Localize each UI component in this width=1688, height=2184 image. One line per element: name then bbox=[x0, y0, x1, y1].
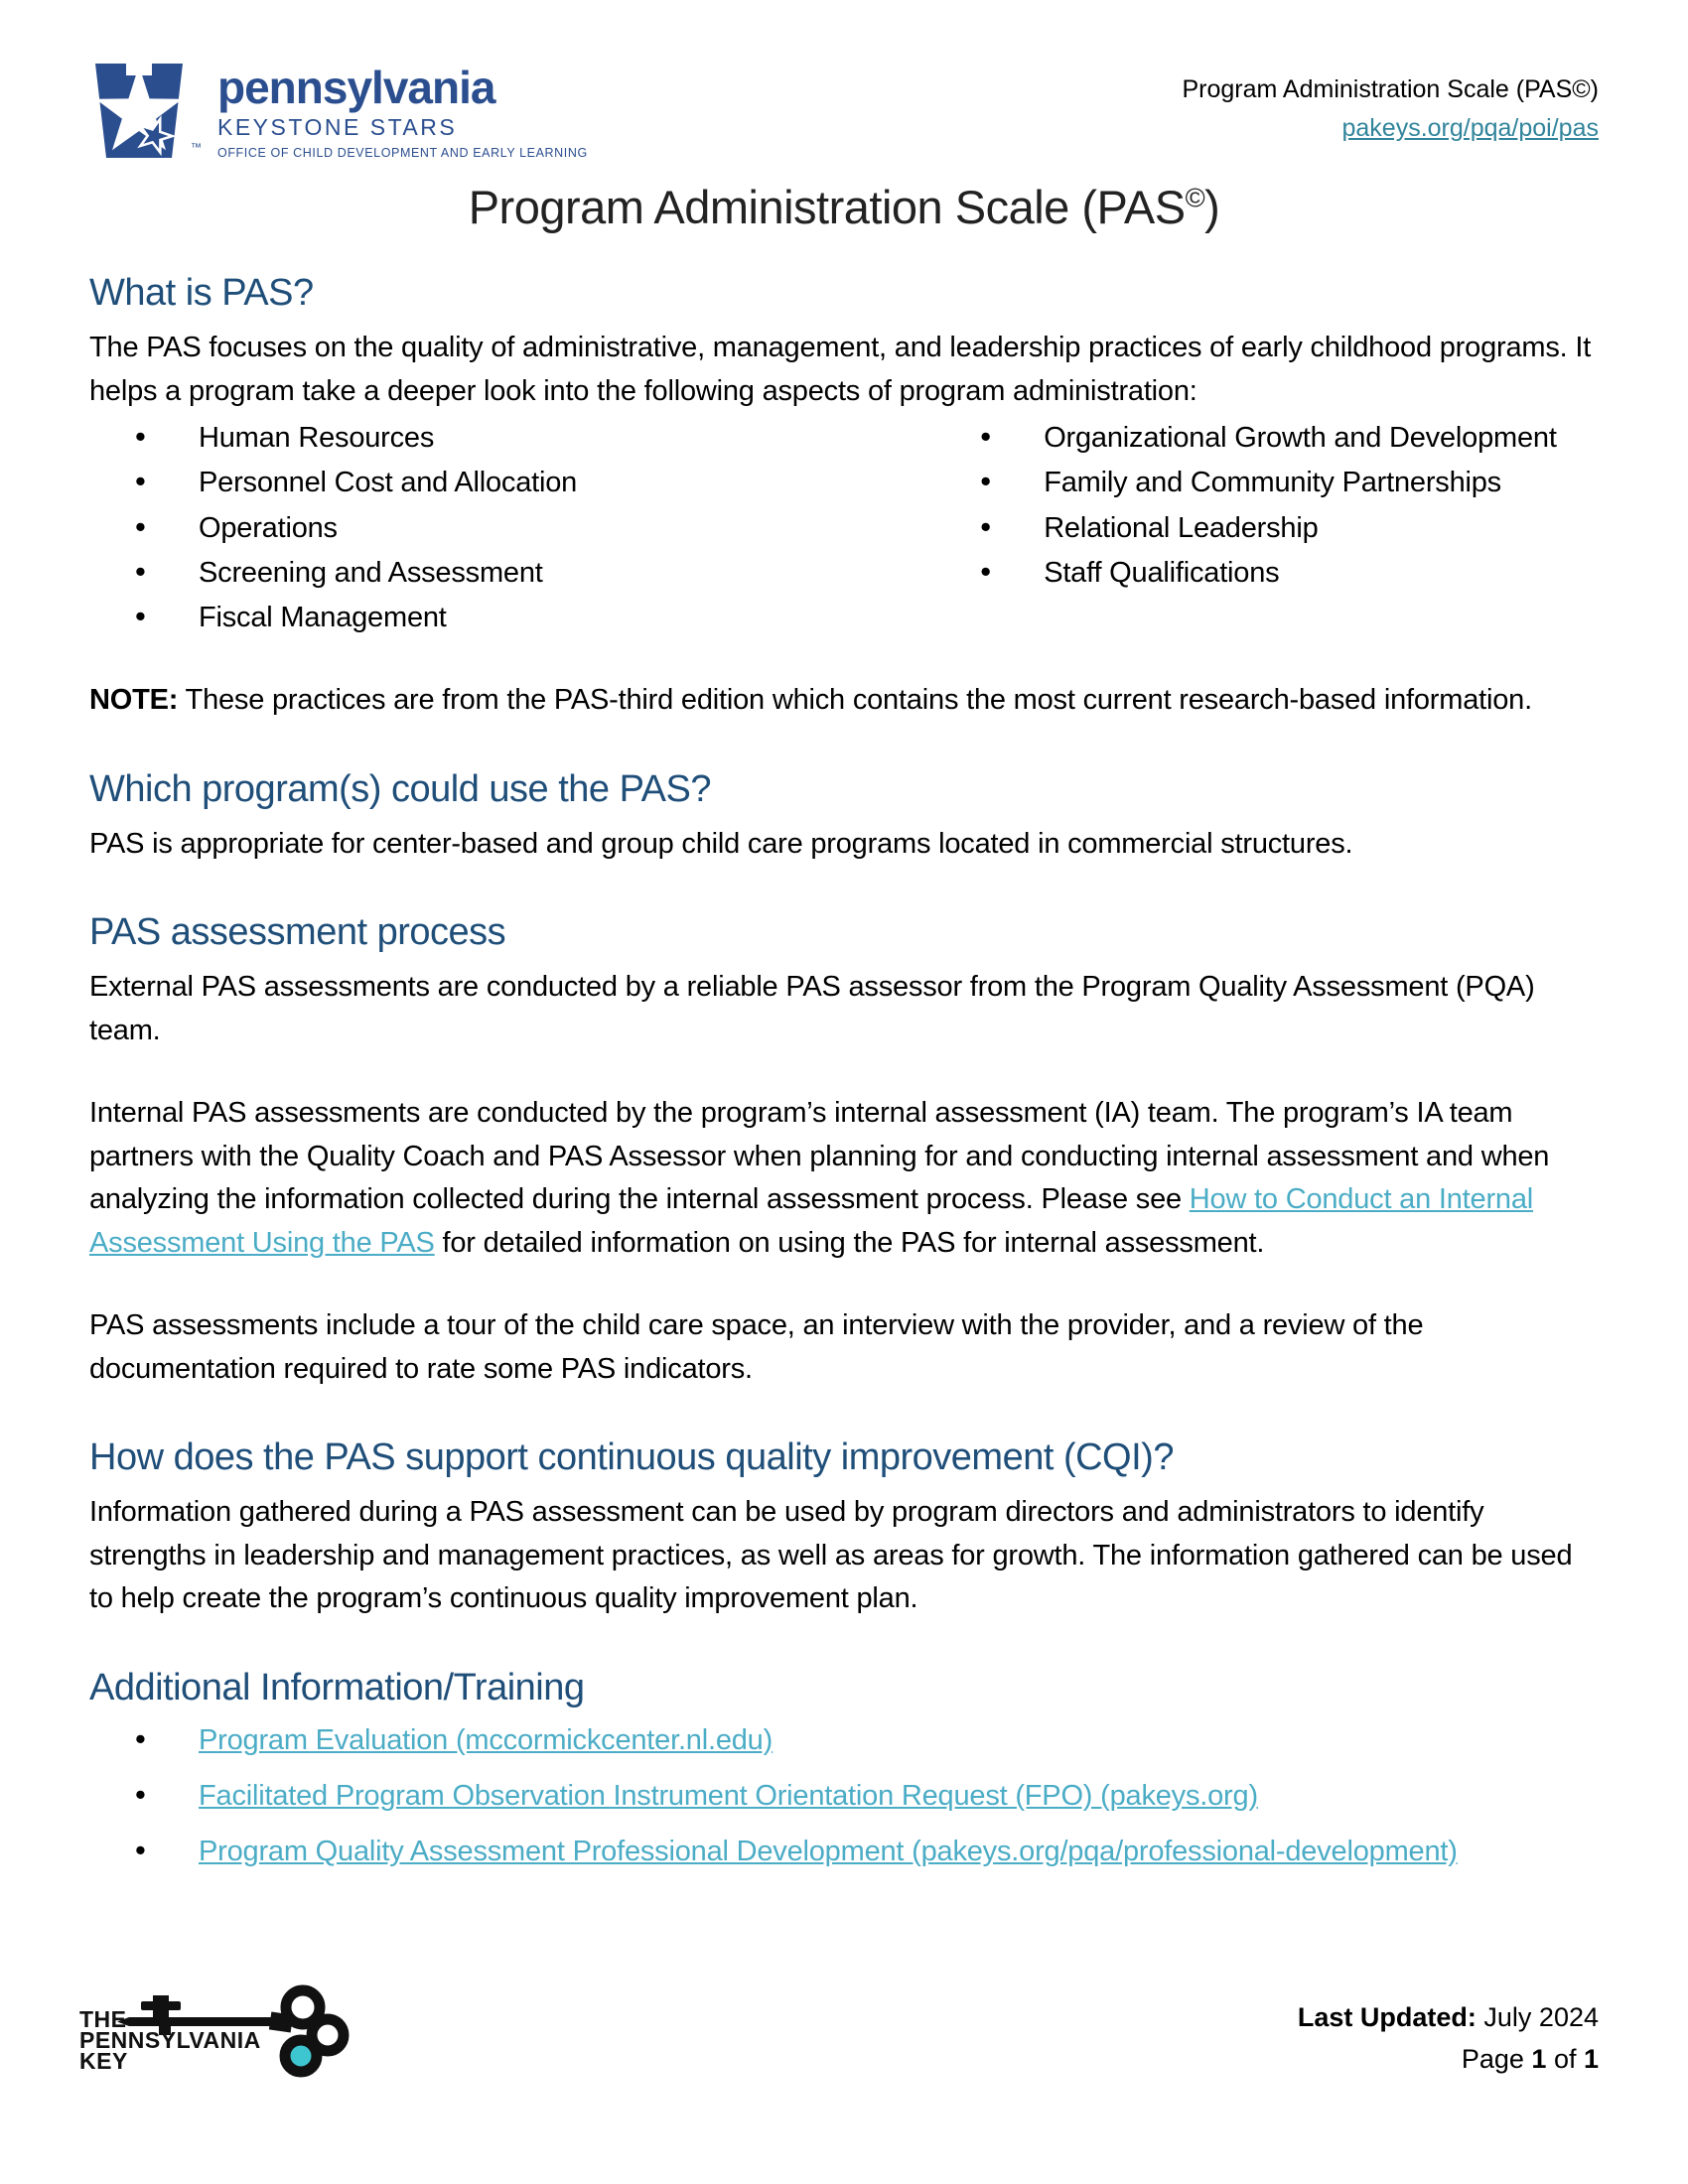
key-logo-line1: THE bbox=[79, 2006, 127, 2032]
page-title-text: Program Administration Scale (PAS bbox=[468, 181, 1186, 233]
key-logo-line2: PENNSYLVANIA bbox=[79, 2027, 261, 2054]
list-item bbox=[89, 509, 934, 547]
internal-text-after: for detailed information on using the PAS for internal assessment. bbox=[434, 1226, 1265, 1259]
last-updated bbox=[1298, 1997, 1599, 2039]
key-logo-line3: KEY bbox=[79, 2048, 128, 2075]
page-title bbox=[89, 180, 1599, 234]
page-total: 1 bbox=[1583, 2044, 1599, 2075]
heading-cqi: How does the PAS support continuous quality improvement (CQI)? bbox=[89, 1436, 1174, 1479]
brand-subtitle: KEYSTONE STARS bbox=[217, 114, 458, 140]
internal-text-before: Internal PAS assessments are conducted by the program’s internal assessment (IA) team. The program’s IA team partners with the Quality Coach and PAS Assessor when planning for and conducting internal assessment and when analyzing the information collected during the internal assessment process. Please see bbox=[89, 1097, 1550, 1216]
page-word: Page bbox=[1461, 2044, 1532, 2075]
aspects-bullet-columns bbox=[89, 419, 1599, 643]
page-title-close: ) bbox=[1204, 181, 1220, 233]
list-item-label: Screening and Assessment bbox=[199, 556, 543, 589]
brand-text bbox=[217, 55, 588, 160]
what-is-pas-intro: The PAS focuses on the quality of administrative, management, and leadership practices of early childhood programs. It helps a program take a deeper look into the following aspects of program administration: bbox=[89, 332, 1592, 407]
assessment-paragraph-internal bbox=[89, 1092, 1599, 1265]
section-cqi bbox=[89, 1436, 1599, 1621]
cqi-body: Information gathered during a PAS assessment can be used by program directors and administrators to identify strengths in leadership and management practices, as well as areas for growth. The information gathered can be used to help create the program’s continuous quality improvement plan. bbox=[89, 1496, 1573, 1615]
list-item bbox=[89, 1833, 1599, 1870]
list-item-label: Staff Qualifications bbox=[1044, 556, 1280, 589]
program-evaluation-link[interactable]: Program Evaluation (mccormickcenter.nl.edu) bbox=[199, 1723, 774, 1756]
list-item bbox=[934, 509, 1599, 547]
list-item bbox=[89, 1777, 1599, 1815]
list-item-label: Family and Community Partnerships bbox=[1044, 467, 1501, 499]
heading-what-is-pas: What is PAS? bbox=[89, 272, 314, 314]
assessment-paragraph-external: External PAS assessments are conducted by a reliable PAS assessor from the Program Quality Assessment (PQA) team. bbox=[89, 971, 1535, 1046]
keystone-stars-logo bbox=[89, 55, 588, 166]
list-item bbox=[934, 464, 1599, 501]
list-item-label: Relational Leadership bbox=[1044, 511, 1319, 544]
aspects-list-left bbox=[89, 419, 934, 643]
page-of-word: of bbox=[1546, 2044, 1584, 2075]
pqa-professional-development-link[interactable]: Program Quality Assessment Professional Development (pakeys.org/pqa/professional-development) bbox=[199, 1836, 1458, 1868]
section-assessment-process bbox=[89, 911, 1599, 1391]
list-item-label: Organizational Growth and Development bbox=[1044, 422, 1557, 454]
footer-meta bbox=[1298, 1997, 1599, 2081]
list-item bbox=[89, 554, 934, 592]
section-additional-info bbox=[89, 1667, 1599, 1871]
aspects-list-right bbox=[934, 419, 1599, 643]
last-updated-value: July 2024 bbox=[1476, 2002, 1599, 2033]
section-which-programs bbox=[89, 768, 1599, 867]
key-logo-text bbox=[79, 2006, 261, 2075]
list-item bbox=[934, 419, 1599, 457]
section-what-is-pas bbox=[89, 272, 1599, 723]
note-paragraph bbox=[89, 679, 1599, 723]
which-programs-body: PAS is appropriate for center-based and group child care programs located in commercial structures. bbox=[89, 827, 1353, 860]
heading-additional-info: Additional Information/Training bbox=[89, 1666, 585, 1708]
list-item bbox=[934, 554, 1599, 592]
note-text: These practices are from the PAS-third edition which contains the most current research-based information. bbox=[178, 684, 1532, 717]
list-item bbox=[89, 1721, 1599, 1759]
list-item bbox=[89, 419, 934, 457]
brand-tagline: OFFICE OF CHILD DEVELOPMENT AND EARLY LEARNING bbox=[217, 146, 588, 160]
heading-which-programs: Which program(s) could use the PAS? bbox=[89, 767, 711, 810]
list-item bbox=[89, 464, 934, 501]
keystone-star-icon bbox=[89, 55, 189, 166]
last-updated-label: Last Updated: bbox=[1297, 2002, 1477, 2033]
page-header bbox=[89, 55, 1599, 166]
additional-links-list bbox=[89, 1721, 1599, 1871]
brand-name: pennsylvania bbox=[217, 62, 495, 113]
note-label: NOTE: bbox=[89, 684, 179, 717]
fpo-orientation-request-link[interactable]: Facilitated Program Observation Instrument Orientation Request (FPO) (pakeys.org) bbox=[199, 1780, 1258, 1813]
header-doc-link[interactable]: pakeys.org/pqa/poi/pas bbox=[1341, 113, 1599, 142]
list-item-label: Human Resources bbox=[199, 422, 435, 454]
header-meta bbox=[1183, 55, 1600, 148]
list-item-label: Operations bbox=[199, 511, 338, 544]
list-item-label: Personnel Cost and Allocation bbox=[199, 467, 578, 499]
header-doc-title: Program Administration Scale (PAS©) bbox=[1182, 75, 1599, 103]
heading-assessment-process: PAS assessment process bbox=[89, 911, 506, 954]
list-item-label: Fiscal Management bbox=[199, 602, 447, 634]
copyright-superscript: © bbox=[1185, 182, 1205, 213]
pennsylvania-key-logo bbox=[71, 1978, 369, 2097]
page-number bbox=[1298, 2039, 1599, 2081]
page-current: 1 bbox=[1531, 2044, 1547, 2075]
trademark-mark: ™ bbox=[191, 142, 202, 154]
assessment-paragraph-includes: PAS assessments include a tour of the child care space, an interview with the provider, and a review of the documentation required to rate some PAS indicators. bbox=[89, 1309, 1424, 1385]
internal-assessment-guide-link[interactable]: How to Conduct an Internal Assessment Using the PAS bbox=[89, 1183, 1534, 1259]
list-item bbox=[89, 599, 934, 636]
